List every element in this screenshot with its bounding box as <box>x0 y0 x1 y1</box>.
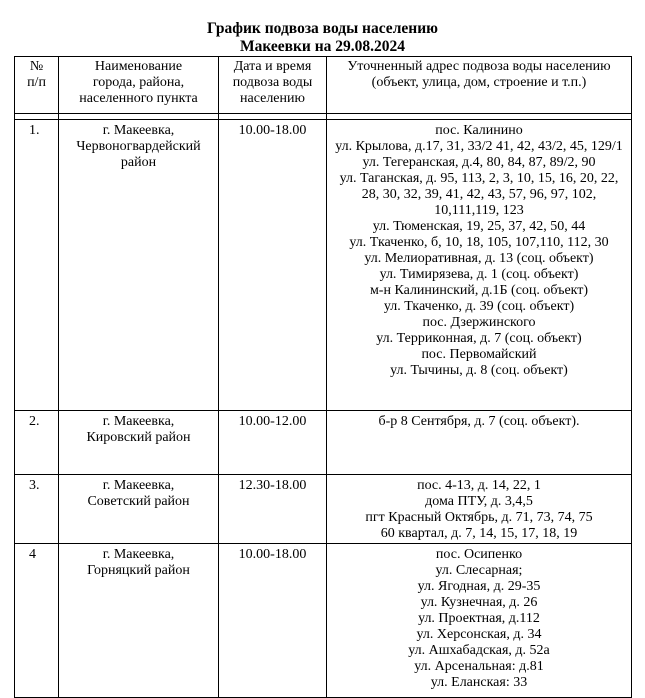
row-number: 1. <box>15 120 59 411</box>
row-address <box>327 120 632 411</box>
location-line: Советский район <box>87 494 190 509</box>
location-line: г. Макеевка, <box>102 478 175 493</box>
row-number: 2. <box>15 411 59 475</box>
address-line: ул. Ягодная, д. 29-35 <box>417 579 541 594</box>
address-line: ул. Слесарная; <box>435 563 523 578</box>
address-line: ул. Мелиоративная, д. 13 (соц. объект) <box>364 251 594 266</box>
row-location <box>59 544 219 698</box>
location-line: Червоногвардейский <box>76 139 201 154</box>
header-time-line: Дата и время <box>233 59 312 74</box>
header-row <box>15 57 632 114</box>
address-line: пос. Дзержинского <box>422 315 536 330</box>
address-line: дома ПТУ, д. 3,4,5 <box>425 494 533 509</box>
address-line: 28, 30, 32, 39, 41, 42, 43, 57, 96, 97, 102, <box>361 187 597 202</box>
location-line: г. Макеевка, <box>102 414 175 429</box>
address-line: ул. Еланская: 33 <box>430 675 528 690</box>
row-address <box>327 544 632 698</box>
title-line-2: Макеевки на 29.08.2024 <box>239 38 406 55</box>
address-line: ул. Ткаченко, д. 39 (соц. объект) <box>383 299 575 314</box>
address-line: ул. Тимирязева, д. 1 (соц. объект) <box>379 267 579 282</box>
address-line: ул. Проектная, д.112 <box>418 611 540 626</box>
address-line: 60 квартал, д. 7, 14, 15, 17, 18, 19 <box>380 526 578 541</box>
header-location-line: города, района, <box>92 75 185 90</box>
table-row <box>15 544 632 698</box>
title-line-1: График подвоза воды населению <box>207 20 438 37</box>
address-line: ул. Херсонская, д. 34 <box>416 627 542 642</box>
address-line: ул. Таганская, д. 95, 113, 2, 3, 10, 15, 16, 20, 22, <box>339 171 619 186</box>
header-location <box>59 57 219 114</box>
address-line: ул. Тюменская, 19, 25, 37, 42, 50, 44 <box>372 219 586 234</box>
address-line: пос. Калинино <box>435 123 523 138</box>
header-location-line: Наименование <box>94 59 183 74</box>
address-line: ул. Кузнечная, д. 26 <box>420 595 538 610</box>
header-address-line: (объект, улица, дом, строение и т.п.) <box>371 75 587 90</box>
row-location <box>59 475 219 544</box>
row-address <box>327 475 632 544</box>
header-time-line: подвоза воды <box>232 75 313 90</box>
address-line: ул. Тычины, д. 8 (соц. объект) <box>390 363 568 378</box>
table-row <box>15 411 632 475</box>
row-address <box>327 411 632 475</box>
header-address <box>327 57 632 114</box>
address-line: ул. Терриконная, д. 7 (соц. объект) <box>376 331 582 346</box>
location-line: г. Макеевка, <box>102 123 175 138</box>
location-line: район <box>120 155 157 170</box>
address-line: ул. Крылова, д.17, 31, 33/2 41, 42, 43/2, 45, 129/1 <box>335 139 623 154</box>
location-line: Горняцкий район <box>87 563 190 578</box>
address-line: ул. Тегеранская, д.4, 80, 84, 87, 89/2, 90 <box>362 155 596 170</box>
header-time-line: населению <box>240 91 305 106</box>
address-line: ул. Арсенальная: д.81 <box>414 659 544 674</box>
address-line: ул. Ашхабадская, д. 52а <box>408 643 550 658</box>
header-time <box>219 57 327 114</box>
address-line: б-р 8 Сентября, д. 7 (соц. объект). <box>378 414 580 429</box>
row-time: 10.00-18.00 <box>219 544 327 698</box>
address-line: ул. Ткаченко, б, 10, 18, 105, 107,110, 112, 30 <box>349 235 609 250</box>
header-number-line: п/п <box>27 75 46 90</box>
address-line: м-н Калининский, д.1Б (соц. объект) <box>369 283 589 298</box>
address-line: пос. Первомайский <box>421 347 537 362</box>
address-line: 10,111,119, 123 <box>434 203 524 218</box>
header-number <box>15 57 59 114</box>
address-line: пос. Осипенко <box>435 547 523 562</box>
table-row <box>15 475 632 544</box>
row-time: 10.00-18.00 <box>219 120 327 411</box>
address-line: пгт Красный Октябрь, д. 71, 73, 74, 75 <box>365 510 593 525</box>
row-location <box>59 120 219 411</box>
row-time: 12.30-18.00 <box>219 475 327 544</box>
document-title <box>0 20 645 56</box>
header-location-line: населенного пункта <box>79 91 198 106</box>
location-line: г. Макеевка, <box>102 547 175 562</box>
water-schedule-table <box>14 56 632 698</box>
row-location <box>59 411 219 475</box>
header-address-line: Уточненный адрес подвоза воды населению <box>347 59 611 74</box>
header-number-line: № <box>29 59 44 74</box>
address-line: пос. 4-13, д. 14, 22, 1 <box>417 478 541 493</box>
row-number: 4 <box>15 544 59 698</box>
table-row <box>15 120 632 411</box>
row-time: 10.00-12.00 <box>219 411 327 475</box>
row-number: 3. <box>15 475 59 544</box>
location-line: Кировский район <box>86 430 191 445</box>
